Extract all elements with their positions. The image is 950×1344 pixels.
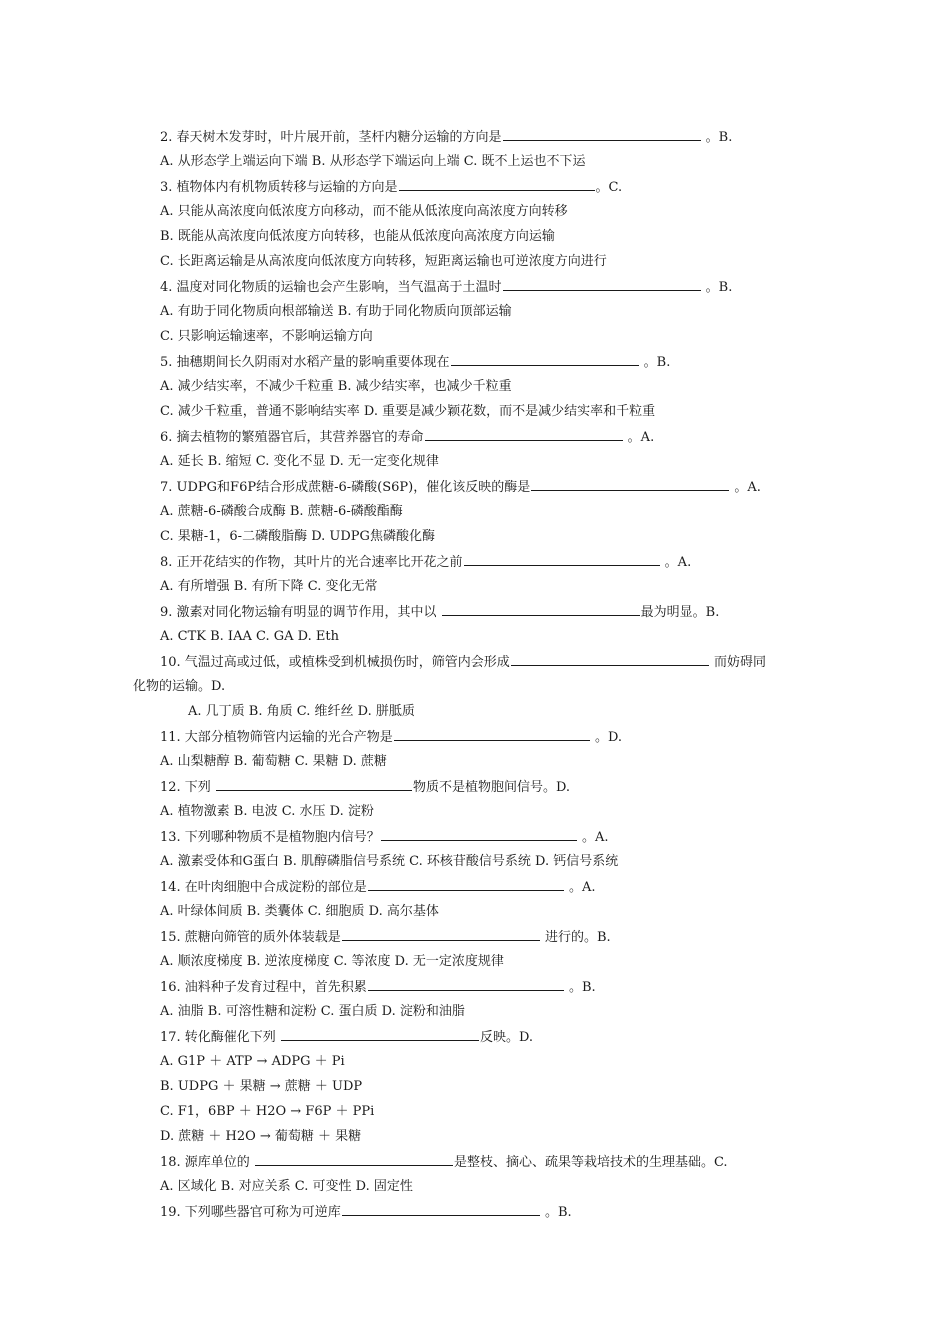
question-10 bbox=[160, 653, 766, 672]
options-line: A. 几丁质 B. 角质 C. 维纤丝 D. 胼胝质 bbox=[188, 704, 415, 719]
options-line: A. 有所增强 B. 有所下降 C. 变化无常 bbox=[160, 579, 378, 594]
question-19 bbox=[160, 1203, 572, 1222]
answer-blank bbox=[503, 128, 701, 141]
question-5 bbox=[160, 353, 670, 372]
question-3 bbox=[160, 178, 622, 197]
answer-blank bbox=[394, 728, 590, 741]
options-line: C. F1，6BP ＋ H2O → F6P ＋ PPi bbox=[160, 1104, 375, 1119]
options-line: A. 只能从高浓度向低浓度方向移动，而不能从低浓度向高浓度方向转移 bbox=[160, 204, 568, 219]
answer-blank bbox=[381, 828, 577, 841]
options-line: A. 叶绿体间质 B. 类囊体 C. 细胞质 D. 高尔基体 bbox=[160, 904, 439, 919]
question-15 bbox=[160, 928, 611, 947]
answer-key: 物质不是植物胞间信号。D. bbox=[412, 780, 571, 795]
answer-blank bbox=[399, 178, 595, 191]
options-line: A. 有助于同化物质向根部输送 B. 有助于同化物质向顶部运输 bbox=[160, 304, 512, 319]
question-7 bbox=[160, 478, 761, 497]
answer-key: 。B. bbox=[639, 355, 671, 370]
answer-key: 。B. bbox=[540, 1205, 572, 1220]
options-line: A. 减少结实率，不减少千粒重 B. 减少结实率，也减少千粒重 bbox=[160, 379, 512, 394]
options-line: A. 从形态学上端运向下端 B. 从形态学下端运向上端 C. 既不上运也不下运 bbox=[160, 154, 586, 169]
question-text: 19. 下列哪些器官可称为可逆库 bbox=[160, 1205, 341, 1220]
question-text: 7. UDPG和F6P结合形成蔗糖-6-磷酸(S6P)，催化该反映的酶是 bbox=[160, 480, 531, 495]
answer-blank bbox=[368, 878, 564, 891]
question-8 bbox=[160, 553, 691, 572]
options-line: C. 果糖-1，6-二磷酸脂酶 D. UDPG焦磷酸化酶 bbox=[160, 529, 435, 544]
options-line: A. G1P ＋ ATP → ADPG ＋ Pi bbox=[160, 1054, 345, 1069]
answer-key: 而妨碍同 bbox=[709, 655, 766, 670]
options-line: C. 只影响运输速率，不影响运输方向 bbox=[160, 329, 373, 344]
answer-key: 最为明显。B. bbox=[640, 605, 720, 620]
answer-key: 。B. bbox=[564, 980, 596, 995]
answer-key: 。C. bbox=[595, 180, 623, 195]
question-text: 18. 源库单位的 bbox=[160, 1155, 254, 1170]
answer-blank bbox=[425, 428, 623, 441]
question-10-continuation: 化物的运输。D. bbox=[133, 679, 226, 694]
answer-key: 。A. bbox=[730, 480, 761, 495]
options-line: A. 延长 B. 缩短 C. 变化不显 D. 无一定变化规律 bbox=[160, 454, 439, 469]
answer-blank bbox=[368, 978, 564, 991]
answer-key: 。B. bbox=[701, 280, 733, 295]
answer-key: 。A. bbox=[623, 430, 655, 445]
options-line: A. 顺浓度梯度 B. 逆浓度梯度 C. 等浓度 D. 无一定浓度规律 bbox=[160, 954, 504, 969]
options-line: D. 蔗糖 ＋ H2O → 葡萄糖 ＋ 果糖 bbox=[160, 1129, 362, 1144]
options-line: A. CTK B. IAA C. GA D. Eth bbox=[160, 629, 339, 644]
question-13 bbox=[160, 828, 608, 847]
question-16 bbox=[160, 978, 596, 997]
question-text: 12. 下列 bbox=[160, 780, 215, 795]
answer-key: 。A. bbox=[577, 830, 609, 845]
question-6 bbox=[160, 428, 654, 447]
question-text: 10. 气温过高或过低，或植株受到机械损伤时，筛管内会形成 bbox=[160, 655, 510, 670]
question-9 bbox=[160, 603, 719, 622]
answer-key: 。A. bbox=[660, 555, 692, 570]
options-line: B. UDPG ＋ 果糖 → 蔗糖 ＋ UDP bbox=[160, 1079, 363, 1094]
answer-blank bbox=[503, 278, 701, 291]
question-text: 2. 春天树木发芽时，叶片展开前，茎杆内糖分运输的方向是 bbox=[160, 130, 502, 145]
question-text: 16. 油料种子发育过程中，首先积累 bbox=[160, 980, 367, 995]
options-line: A. 区域化 B. 对应关系 C. 可变性 D. 固定性 bbox=[160, 1179, 413, 1194]
question-text: 8. 正开花结实的作物，其叶片的光合速率比开花之前 bbox=[160, 555, 463, 570]
answer-key: 。A. bbox=[564, 880, 596, 895]
question-12 bbox=[160, 778, 570, 797]
answer-blank bbox=[342, 928, 540, 941]
answer-key: 是整枝、摘心、疏果等栽培技术的生理基础。C. bbox=[453, 1155, 728, 1170]
question-text: 4. 温度对同化物质的运输也会产生影响，当气温高于土温时 bbox=[160, 280, 502, 295]
question-text: 3. 植物体内有机物质转移与运输的方向是 bbox=[160, 180, 398, 195]
question-text: 15. 蔗糖向筛管的质外体装载是 bbox=[160, 930, 341, 945]
question-11 bbox=[160, 728, 622, 747]
options-line: A. 激素受体和G蛋白 B. 肌醇磷脂信号系统 C. 环核苷酸信号系统 D. 钙信号系统 bbox=[160, 854, 619, 869]
answer-blank bbox=[451, 353, 639, 366]
options-line: A. 蔗糖-6-磷酸合成酶 B. 蔗糖-6-磷酸酯酶 bbox=[160, 504, 403, 519]
options-line: C. 长距离运输是从高浓度向低浓度方向转移，短距离运输也可逆浓度方向进行 bbox=[160, 254, 607, 269]
options-line: C. 减少千粒重，普通不影响结实率 D. 重要是减少颖花数，而不是减少结实率和千粒重 bbox=[160, 404, 656, 419]
answer-blank bbox=[511, 653, 709, 666]
question-18 bbox=[160, 1153, 728, 1172]
question-text: 5. 抽穗期间长久阴雨对水稻产量的影响重要体现在 bbox=[160, 355, 450, 370]
options-line: A. 植物激素 B. 电波 C. 水压 D. 淀粉 bbox=[160, 804, 374, 819]
answer-key: 。B. bbox=[701, 130, 733, 145]
question-text: 6. 摘去植物的繁殖器官后，其营养器官的寿命 bbox=[160, 430, 424, 445]
answer-blank bbox=[342, 1203, 540, 1216]
question-14 bbox=[160, 878, 595, 897]
options-line: B. 既能从高浓度向低浓度方向转移，也能从低浓度向高浓度方向运输 bbox=[160, 229, 555, 244]
options-line: A. 油脂 B. 可溶性糖和淀粉 C. 蛋白质 D. 淀粉和油脂 bbox=[160, 1004, 465, 1019]
answer-key: 进行的。B. bbox=[540, 930, 611, 945]
answer-blank bbox=[255, 1153, 453, 1166]
question-text: 11. 大部分植物筛管内运输的光合产物是 bbox=[160, 730, 393, 745]
answer-blank bbox=[464, 553, 660, 566]
answer-blank bbox=[216, 778, 412, 791]
question-text: 17. 转化酶催化下列 bbox=[160, 1030, 280, 1045]
answer-key: 。D. bbox=[590, 730, 623, 745]
question-text: 13. 下列哪种物质不是植物胞内信号？ bbox=[160, 830, 380, 845]
answer-key: 反映。D. bbox=[479, 1030, 534, 1045]
options-line: A. 山梨糖醇 B. 葡萄糖 C. 果糖 D. 蔗糖 bbox=[160, 754, 387, 769]
answer-blank bbox=[281, 1028, 479, 1041]
question-text: 9. 激素对同化物运输有明显的调节作用，其中以 bbox=[160, 605, 441, 620]
question-text: 14. 在叶肉细胞中合成淀粉的部位是 bbox=[160, 880, 367, 895]
answer-blank bbox=[442, 603, 640, 616]
answer-blank bbox=[531, 478, 729, 491]
question-2 bbox=[160, 128, 732, 147]
question-17 bbox=[160, 1028, 533, 1047]
question-4 bbox=[160, 278, 732, 297]
